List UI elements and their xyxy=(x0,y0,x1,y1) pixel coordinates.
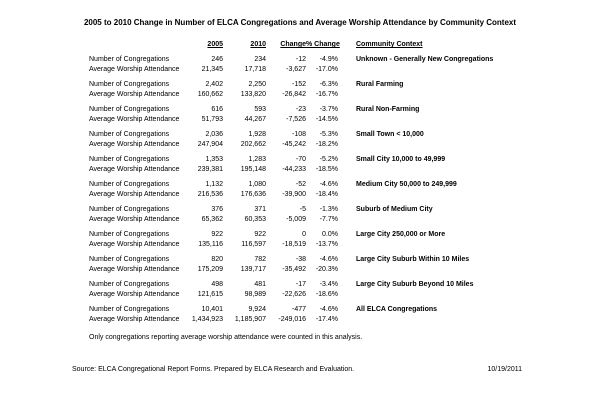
cell-2010: 234 xyxy=(254,56,266,63)
community-context-label: Rural Non-Farming xyxy=(356,106,420,113)
source-text: Source: ELCA Congregational Report Forms. Prepared by ELCA Research and Evaluation. xyxy=(72,366,355,373)
cell-pct-change: -4.6% xyxy=(319,181,338,188)
cell-change: -45,242 xyxy=(282,141,306,148)
community-context-spacer xyxy=(338,315,600,325)
cell-change: -22,626 xyxy=(282,291,306,298)
cell-pct-change: -5.2% xyxy=(319,156,338,163)
community-context-label: Large City 250,000 or More xyxy=(356,231,446,238)
community-context-spacer xyxy=(338,290,600,300)
cell-2005: 616 xyxy=(211,106,223,113)
cell-2010: 98,989 xyxy=(244,291,266,298)
cell-2010: 593 xyxy=(254,106,266,113)
cell-pct-change: -18.2% xyxy=(315,141,338,148)
column-header-community-context: Community Context xyxy=(356,41,423,48)
cell-change: -5 xyxy=(299,206,306,213)
cell-2010: 202,662 xyxy=(240,141,266,148)
community-context-label: Suburb of Medium City xyxy=(356,206,433,213)
cell-2010: 9,924 xyxy=(248,306,266,313)
cell-2010: 116,597 xyxy=(241,241,266,248)
row-label-congregations: Number of Congregations xyxy=(89,231,170,238)
cell-2005: 2,402 xyxy=(205,81,223,88)
table-row-congregations xyxy=(89,180,600,190)
cell-change: -23 xyxy=(295,106,306,113)
community-context-spacer xyxy=(338,65,600,75)
cell-2005: 376 xyxy=(211,206,223,213)
cell-change: -18,519 xyxy=(282,241,306,248)
row-label-attendance: Average Worship Attendance xyxy=(89,141,180,148)
cell-change: -17 xyxy=(295,281,306,288)
cell-2010: 371 xyxy=(254,206,266,213)
table-group xyxy=(0,280,600,300)
community-context-spacer xyxy=(338,90,600,100)
cell-change: -38 xyxy=(295,256,306,263)
row-label-congregations: Number of Congregations xyxy=(89,256,170,263)
community-context-spacer xyxy=(338,240,600,250)
cell-pct-change: -1.3% xyxy=(319,206,338,213)
community-context-spacer xyxy=(338,265,600,275)
cell-pct-change: -4.9% xyxy=(319,56,338,63)
table-row-congregations xyxy=(89,55,600,65)
cell-change: -108 xyxy=(291,131,306,138)
row-label-congregations: Number of Congregations xyxy=(89,181,170,188)
cell-change: -39,900 xyxy=(282,191,306,198)
column-header-2005: 2005 xyxy=(207,41,223,48)
cell-2005: 21,345 xyxy=(201,66,223,73)
table-group xyxy=(0,180,600,200)
row-label-congregations: Number of Congregations xyxy=(89,281,170,288)
cell-2010: 139,717 xyxy=(240,266,266,273)
page-title: 2005 to 2010 Change in Number of ELCA Congregations and Average Worship Attendance by Community Context xyxy=(83,18,517,27)
cell-pct-change: -4.6% xyxy=(319,306,338,313)
cell-2005: 160,662 xyxy=(197,91,223,98)
cell-2005: 2,036 xyxy=(205,131,223,138)
cell-2010: 1,185,907 xyxy=(234,316,266,323)
cell-2010: 133,820 xyxy=(240,91,266,98)
cell-2005: 216,536 xyxy=(197,191,223,198)
cell-pct-change: -13.7% xyxy=(315,241,338,248)
table-group xyxy=(0,80,600,100)
cell-change: -7,526 xyxy=(286,116,306,123)
community-context-label: Medium City 50,000 to 249,999 xyxy=(356,181,457,188)
table-row-attendance xyxy=(89,190,600,200)
row-label-congregations: Number of Congregations xyxy=(89,206,170,213)
community-context-spacer xyxy=(338,190,600,200)
cell-change: 0 xyxy=(302,231,306,238)
row-label-congregations: Number of Congregations xyxy=(89,81,170,88)
cell-change: -152 xyxy=(291,81,306,88)
row-label-attendance: Average Worship Attendance xyxy=(89,116,180,123)
cell-2005: 1,132 xyxy=(205,181,223,188)
table-row-congregations xyxy=(89,255,600,265)
cell-change: -5,009 xyxy=(286,216,306,223)
table-row-congregations xyxy=(89,80,600,90)
cell-2005: 498 xyxy=(211,281,223,288)
community-context-spacer xyxy=(338,165,600,175)
cell-pct-change: 0.0% xyxy=(322,231,338,238)
cell-2005: 1,434,923 xyxy=(191,316,223,323)
table-row-congregations xyxy=(89,230,600,240)
cell-2010: 17,718 xyxy=(244,66,266,73)
cell-pct-change: -16.7% xyxy=(315,91,338,98)
community-context-label: Unknown - Generally New Congregations xyxy=(356,56,494,63)
cell-2005: 51,793 xyxy=(201,116,223,123)
table-group xyxy=(0,130,600,150)
table-row-attendance xyxy=(89,290,600,300)
cell-2010: 176,636 xyxy=(240,191,266,198)
table-group xyxy=(0,205,600,225)
community-context-label: Small City 10,000 to 49,999 xyxy=(356,156,446,163)
table-row-congregations xyxy=(89,280,600,290)
cell-pct-change: -20.3% xyxy=(315,266,338,273)
cell-2010: 922 xyxy=(254,231,266,238)
cell-pct-change: -17.0% xyxy=(315,66,338,73)
page-footer xyxy=(72,365,522,375)
cell-2010: 2,250 xyxy=(248,81,266,88)
cell-pct-change: -3.4% xyxy=(319,281,338,288)
cell-change: -52 xyxy=(295,181,306,188)
row-label-congregations: Number of Congregations xyxy=(89,131,170,138)
table-row-attendance xyxy=(89,115,600,125)
table-group xyxy=(0,155,600,175)
cell-2010: 1,080 xyxy=(248,181,266,188)
cell-2005: 175,209 xyxy=(197,266,223,273)
cell-2005: 247,904 xyxy=(197,141,223,148)
cell-change: -477 xyxy=(291,306,306,313)
cell-change: -12 xyxy=(295,56,306,63)
cell-2010: 195,148 xyxy=(240,166,266,173)
table-group xyxy=(0,55,600,75)
row-label-attendance: Average Worship Attendance xyxy=(89,241,180,248)
cell-change: -35,492 xyxy=(282,266,306,273)
date-text: 10/19/2011 xyxy=(487,366,522,373)
row-label-attendance: Average Worship Attendance xyxy=(89,91,180,98)
cell-2010: 60,353 xyxy=(244,216,266,223)
cell-pct-change: -18.6% xyxy=(315,291,338,298)
cell-pct-change: -18.4% xyxy=(315,191,338,198)
column-header-pct-change: % Change xyxy=(306,41,340,48)
row-label-congregations: Number of Congregations xyxy=(89,156,170,163)
community-context-label: Large City Suburb Beyond 10 Miles xyxy=(356,281,474,288)
cell-change: -26,842 xyxy=(282,91,306,98)
analysis-note: Only congregations reporting average worship attendance were counted in this analysis. xyxy=(89,334,363,341)
cell-change: -249,016 xyxy=(278,316,306,323)
table-row-attendance xyxy=(89,90,600,100)
cell-2010: 782 xyxy=(254,256,266,263)
cell-2005: 1,353 xyxy=(205,156,223,163)
row-label-attendance: Average Worship Attendance xyxy=(89,316,180,323)
table-row-attendance xyxy=(89,65,600,75)
row-label-attendance: Average Worship Attendance xyxy=(89,166,180,173)
table-row-congregations xyxy=(89,105,600,115)
table-group xyxy=(0,105,600,125)
cell-pct-change: -6.3% xyxy=(319,81,338,88)
cell-2005: 121,615 xyxy=(197,291,223,298)
cell-2010: 44,267 xyxy=(244,116,266,123)
cell-2005: 65,362 xyxy=(201,216,223,223)
cell-pct-change: -18.5% xyxy=(315,166,338,173)
column-header-2010: 2010 xyxy=(250,41,266,48)
community-context-spacer xyxy=(338,115,600,125)
table-row-congregations xyxy=(89,130,600,140)
table-group xyxy=(0,305,600,325)
cell-change: -44,233 xyxy=(282,166,306,173)
community-context-label: All ELCA Congregations xyxy=(356,306,438,313)
row-label-attendance: Average Worship Attendance xyxy=(89,291,180,298)
cell-change: -70 xyxy=(295,156,306,163)
cell-pct-change: -14.5% xyxy=(315,116,338,123)
cell-pct-change: -3.7% xyxy=(319,106,338,113)
cell-2005: 10,401 xyxy=(201,306,223,313)
community-context-spacer xyxy=(338,140,600,150)
cell-pct-change: -17.4% xyxy=(315,316,338,323)
table-body xyxy=(0,55,600,325)
row-label-congregations: Number of Congregations xyxy=(89,106,170,113)
table-row-congregations xyxy=(89,205,600,215)
cell-2005: 820 xyxy=(211,256,223,263)
row-label-attendance: Average Worship Attendance xyxy=(89,266,180,273)
community-context-spacer xyxy=(338,215,600,225)
cell-2005: 922 xyxy=(211,231,223,238)
community-context-label: Small Town < 10,000 xyxy=(356,131,424,138)
column-header-spacer xyxy=(89,40,185,50)
table-row-congregations xyxy=(89,155,600,165)
column-header-change: Change xyxy=(280,41,306,48)
cell-change: -3,627 xyxy=(286,66,306,73)
cell-2005: 135,116 xyxy=(198,241,223,248)
data-table xyxy=(0,40,600,325)
table-row-attendance xyxy=(89,315,600,325)
cell-pct-change: -4.6% xyxy=(319,256,338,263)
table-row-attendance xyxy=(89,265,600,275)
row-label-congregations: Number of Congregations xyxy=(89,306,170,313)
row-label-attendance: Average Worship Attendance xyxy=(89,191,180,198)
table-row-congregations xyxy=(89,305,600,315)
table-header-row xyxy=(89,40,600,50)
cell-2005: 246 xyxy=(211,56,223,63)
table-row-attendance xyxy=(89,240,600,250)
cell-2010: 481 xyxy=(254,281,266,288)
cell-pct-change: -5.3% xyxy=(319,131,338,138)
row-label-attendance: Average Worship Attendance xyxy=(89,66,180,73)
cell-2005: 239,381 xyxy=(197,166,223,173)
table-group xyxy=(0,255,600,275)
cell-2010: 1,928 xyxy=(248,131,266,138)
table-row-attendance xyxy=(89,165,600,175)
table-group xyxy=(0,230,600,250)
cell-2010: 1,283 xyxy=(248,156,266,163)
table-row-attendance xyxy=(89,140,600,150)
community-context-label: Large City Suburb Within 10 Miles xyxy=(356,256,470,263)
cell-pct-change: -7.7% xyxy=(319,216,338,223)
table-row-attendance xyxy=(89,215,600,225)
row-label-congregations: Number of Congregations xyxy=(89,56,170,63)
community-context-label: Rural Farming xyxy=(356,81,404,88)
row-label-attendance: Average Worship Attendance xyxy=(89,216,180,223)
